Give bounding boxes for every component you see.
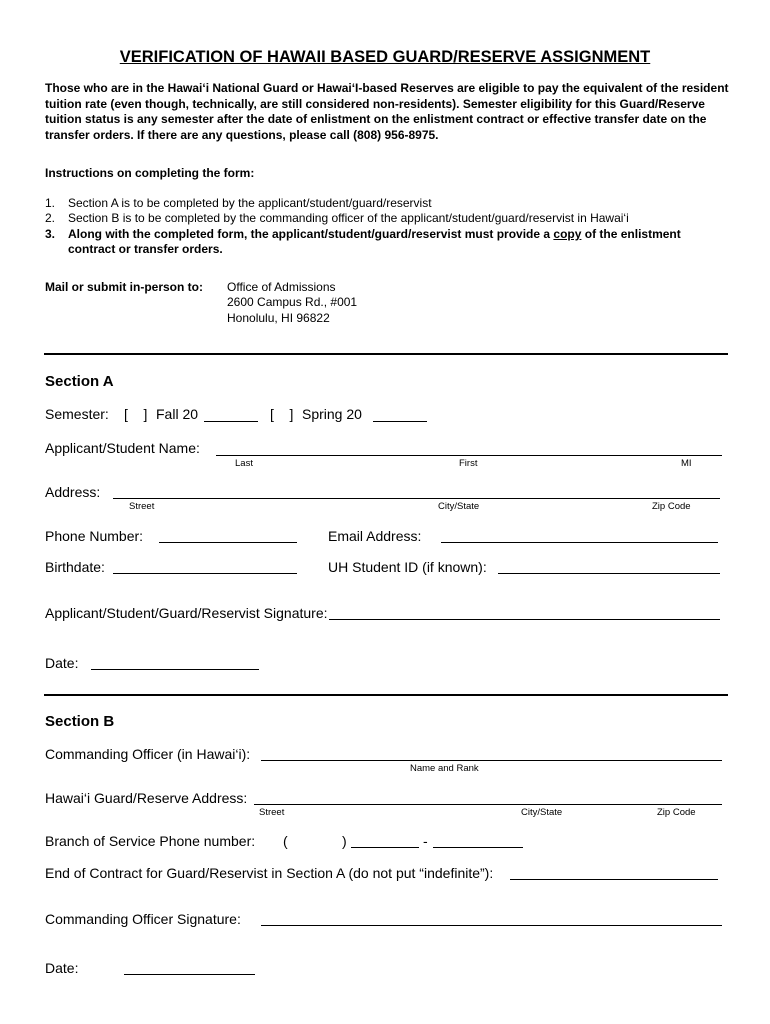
instruction-text: of the enlistment <box>581 227 681 241</box>
officer-sub-label: Name and Rank <box>410 763 479 774</box>
guard-address-sub-label: City/State <box>521 807 563 818</box>
instruction-text: Along with the completed form, the applicant/student/guard/reservist must provide a <box>68 227 554 241</box>
student-id-field[interactable] <box>498 573 720 574</box>
fall-label: Fall 20 <box>156 406 199 422</box>
name-sub-label: Last <box>235 458 253 469</box>
mail-label: Mail or submit in-person to: <box>45 280 203 294</box>
applicant-date-label: Date: <box>45 655 79 671</box>
fall-checkbox[interactable]: [ ] <box>124 406 148 422</box>
birthdate-label: Birthdate: <box>45 559 105 575</box>
instruction-number: 2. <box>45 211 56 225</box>
name-sub-label: First <box>459 458 478 469</box>
intro-paragraph: Those who are in the Hawai‘i National Guard or Hawai‘I-based Reserves are eligible to pay the equivalent of the resident tuition rate (even though, technically, are still considered non-residents). Semester eligibility for this Guard/Reserve tuition status is any semester after the date of enlistment on the enlistment contract or effective transfer date on the transfer orders. If there are any questions, please call (808) 956-8975. <box>45 81 729 142</box>
instructions-heading: Instructions on completing the form: <box>45 166 255 180</box>
section-a-title: Section A <box>45 373 114 390</box>
applicant-date-field[interactable] <box>91 669 259 670</box>
address-label: Address: <box>45 484 101 500</box>
phone-prefix-field[interactable] <box>351 847 419 848</box>
officer-field[interactable] <box>261 760 722 761</box>
guard-address-sub-label: Street <box>259 807 285 818</box>
spring-label: Spring 20 <box>302 406 362 422</box>
semester-label: Semester: <box>45 406 109 422</box>
section-divider <box>44 694 728 696</box>
phone-line-field[interactable] <box>433 847 523 848</box>
guard-address-field[interactable] <box>254 804 722 805</box>
area-code-open: ( <box>283 833 288 849</box>
address-sub-label: City/State <box>438 501 480 512</box>
address-sub-label: Street <box>129 501 155 512</box>
instruction-item <box>45 196 432 212</box>
mail-address-line: Office of Admissions <box>227 280 336 294</box>
phone-label: Phone Number: <box>45 528 144 544</box>
phone-dash: - <box>423 833 428 849</box>
section-divider <box>44 353 728 355</box>
mail-address-line: Honolulu, HI 96822 <box>227 311 330 325</box>
spring-checkbox[interactable]: [ ] <box>270 406 294 422</box>
applicant-signature-label: Applicant/Student/Guard/Reservist Signature: <box>45 605 328 621</box>
instruction-continuation: contract or transfer orders. <box>68 242 223 256</box>
mail-address-line: 2600 Campus Rd., #001 <box>227 295 358 309</box>
officer-label: Commanding Officer (in Hawai‘i): <box>45 746 251 762</box>
address-field[interactable] <box>113 498 720 499</box>
instruction-text: Section B is to be completed by the commanding officer of the applicant/student/guard/reservist in Hawai‘i <box>68 211 629 225</box>
instruction-emphasis: copy <box>553 227 582 241</box>
instruction-item <box>45 227 681 243</box>
name-field[interactable] <box>216 455 722 456</box>
officer-date-label: Date: <box>45 960 79 976</box>
spring-year-field[interactable] <box>373 421 427 422</box>
email-field[interactable] <box>441 542 718 543</box>
form-title: VERIFICATION OF HAWAII BASED GUARD/RESERVE ASSIGNMENT <box>119 48 651 66</box>
area-code-close: ) <box>342 833 347 849</box>
officer-date-field[interactable] <box>124 974 255 975</box>
student-id-label: UH Student ID (if known): <box>328 559 487 575</box>
instruction-item <box>45 211 629 227</box>
officer-signature-field[interactable] <box>261 925 722 926</box>
fall-year-field[interactable] <box>204 421 258 422</box>
officer-signature-label: Commanding Officer Signature: <box>45 911 241 927</box>
branch-phone-label: Branch of Service Phone number: <box>45 833 256 849</box>
section-b-title: Section B <box>45 713 115 730</box>
applicant-signature-field[interactable] <box>329 619 720 620</box>
guard-address-sub-label: Zip Code <box>657 807 696 818</box>
name-label: Applicant/Student Name: <box>45 440 200 456</box>
birthdate-field[interactable] <box>113 573 297 574</box>
phone-field[interactable] <box>159 542 297 543</box>
contract-end-label: End of Contract for Guard/Reservist in Section A (do not put “indefinite”): <box>45 865 494 881</box>
instruction-number: 1. <box>45 196 56 210</box>
name-sub-label: MI <box>681 458 692 469</box>
instruction-text: Section A is to be completed by the applicant/student/guard/reservist <box>68 196 432 210</box>
email-label: Email Address: <box>328 528 422 544</box>
address-sub-label: Zip Code <box>652 501 691 512</box>
instruction-number: 3. <box>45 227 56 241</box>
contract-end-field[interactable] <box>510 879 718 880</box>
guard-address-label: Hawai‘i Guard/Reserve Address: <box>45 790 248 806</box>
